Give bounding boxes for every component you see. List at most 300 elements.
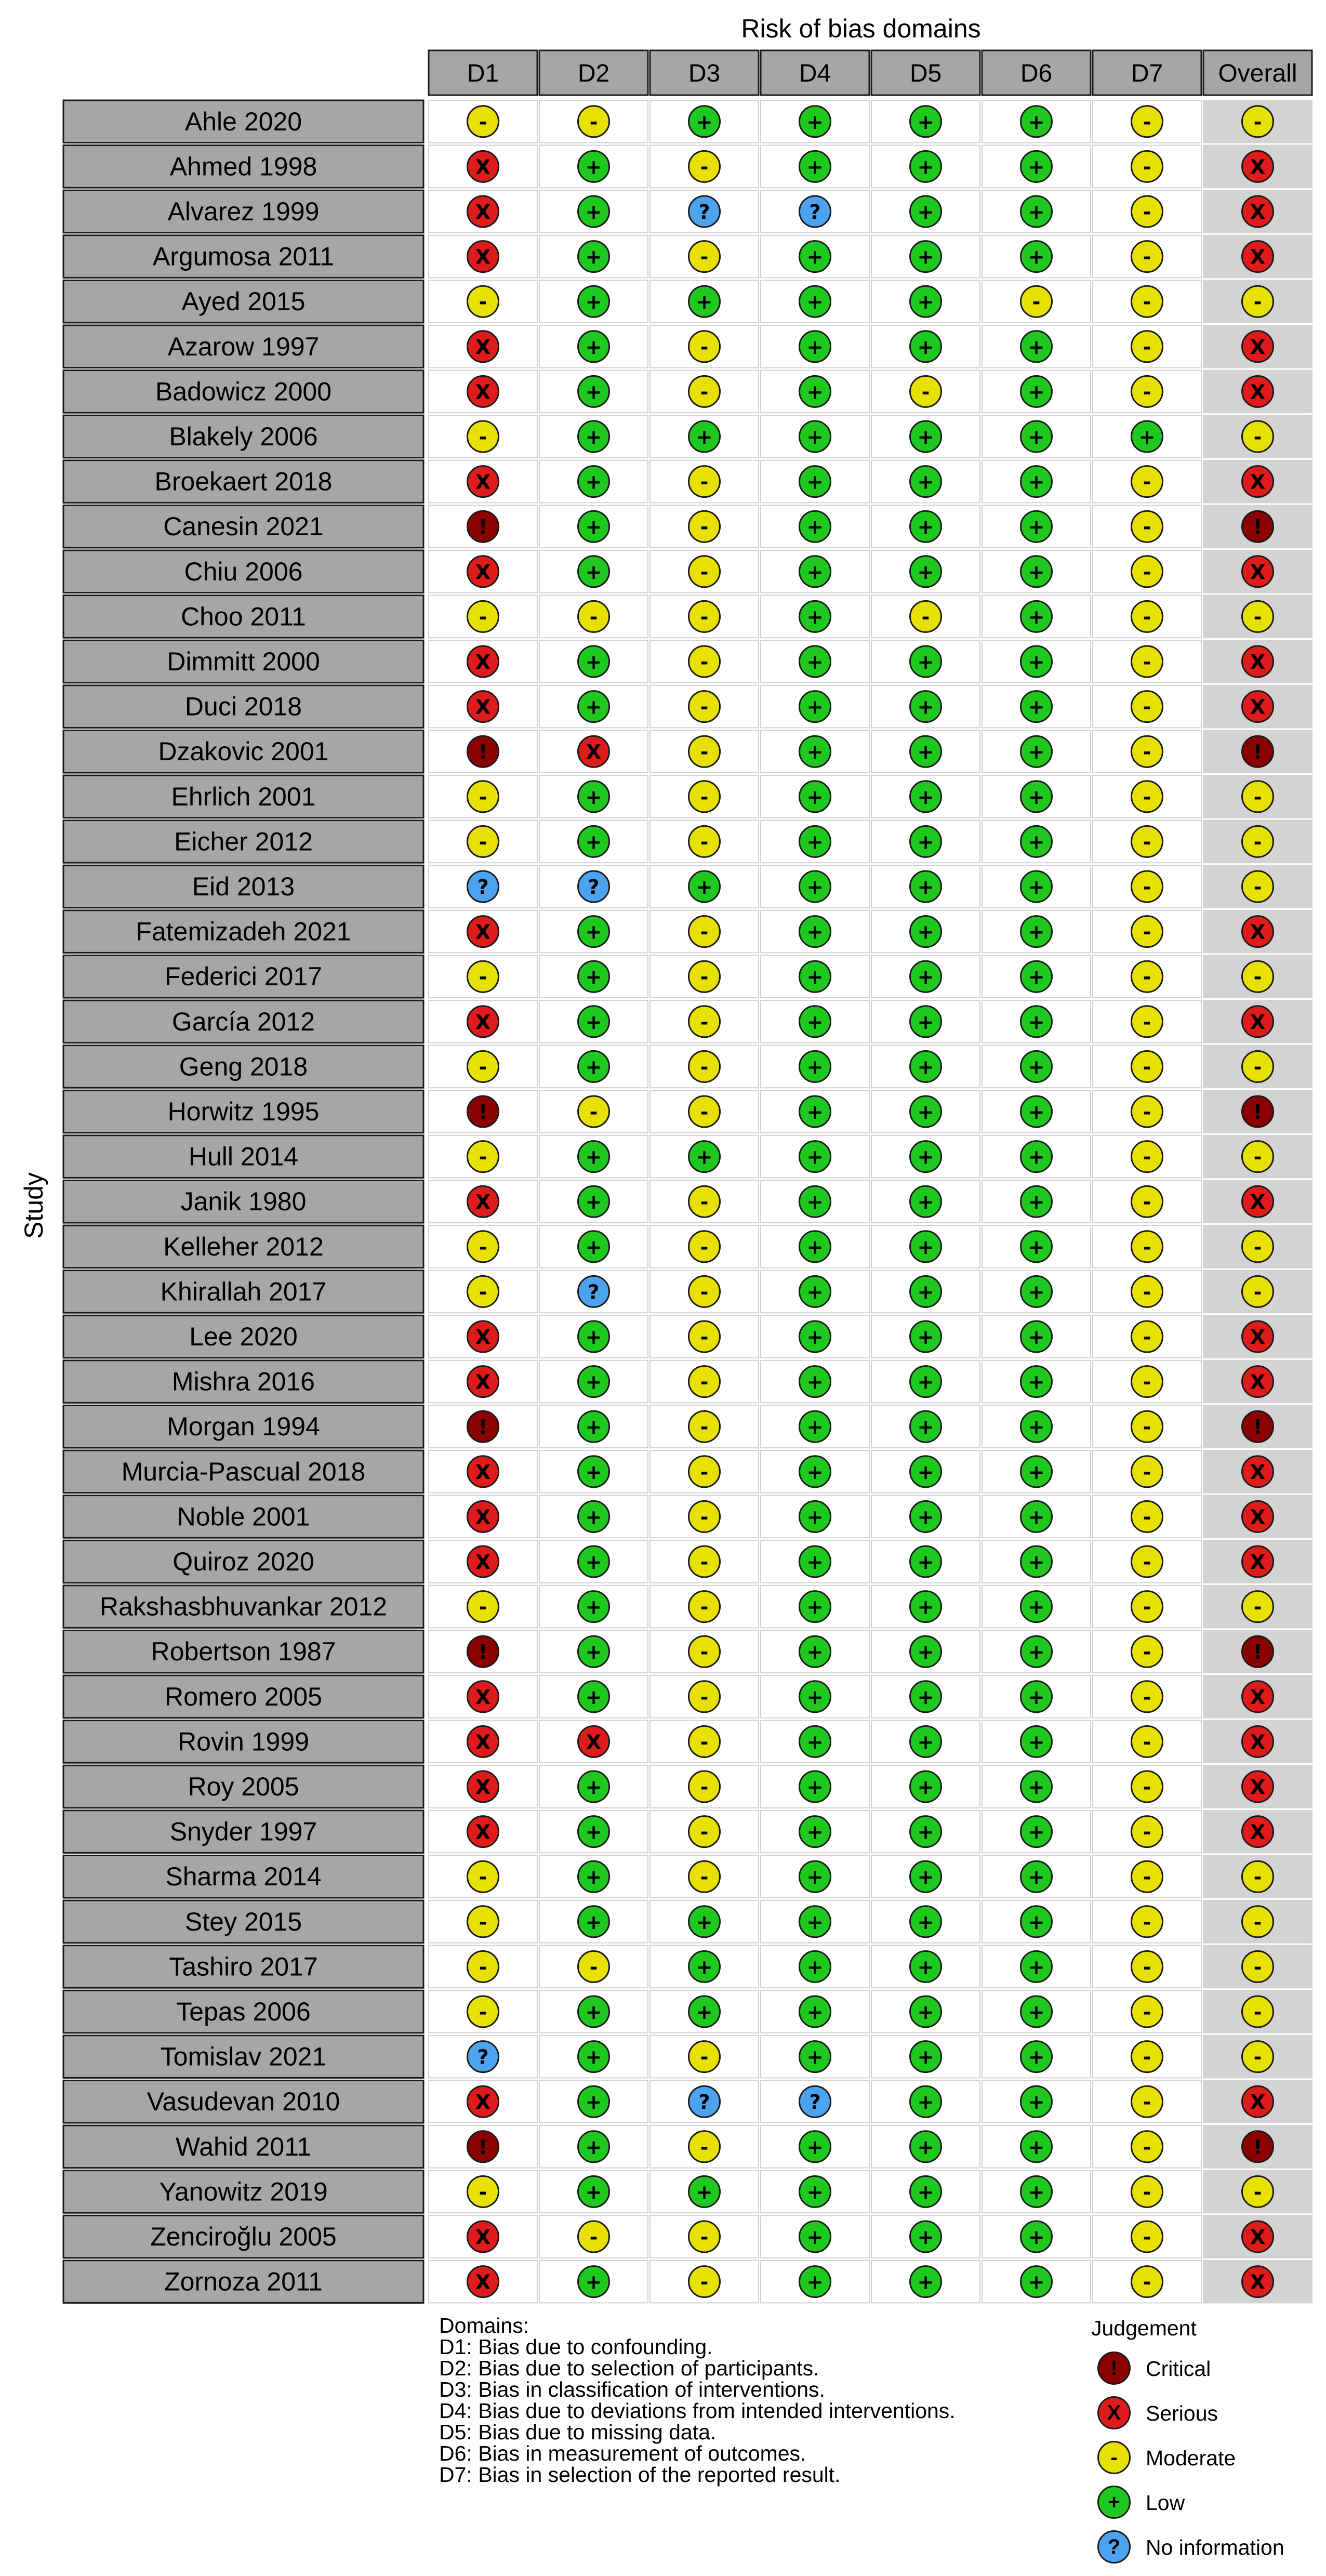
judgement-symbol: + <box>1028 695 1045 719</box>
judgement-symbol: + <box>585 1866 602 1889</box>
judgement-symbol: + <box>1028 1685 1045 1709</box>
judgement-symbol: + <box>585 516 602 539</box>
judgement-symbol: - <box>1143 1010 1151 1034</box>
judgement-symbol: - <box>700 1551 709 1574</box>
judgement-symbol: X <box>475 2091 491 2114</box>
judgement-symbol: - <box>1143 290 1151 314</box>
judgement-label-low: Low <box>1146 2491 1185 2515</box>
study-label: Khirallah 2017 <box>160 1277 327 1306</box>
judgement-symbol: - <box>479 1145 487 1169</box>
judgement-symbol: - <box>479 1910 487 1934</box>
judgement-symbol: + <box>585 1776 602 1799</box>
study-label: Chiu 2006 <box>184 557 303 586</box>
judgement-symbol: - <box>921 380 930 404</box>
judgement-symbol: + <box>1028 830 1045 854</box>
judgement-symbol: + <box>806 1460 824 1484</box>
judgement-symbol: - <box>700 785 709 809</box>
study-label: Roy 2005 <box>188 1772 299 1801</box>
study-row-azarow-1997 <box>63 325 1312 368</box>
judgement-symbol: X <box>475 245 491 269</box>
judgement-symbol: ! <box>478 1416 488 1439</box>
judgement-symbol: - <box>700 1055 709 1079</box>
judgement-symbol: - <box>700 1820 709 1844</box>
column-header-label-d7: D7 <box>1131 60 1163 87</box>
judgement-symbol: + <box>585 335 602 359</box>
judgement-symbol: + <box>806 920 824 944</box>
judgement-symbol: X <box>475 1460 491 1484</box>
judgement-symbol: + <box>917 560 934 584</box>
judgement-symbol: - <box>921 605 930 629</box>
judgement-symbol: - <box>1253 1866 1262 1889</box>
study-row-roy-2005 <box>63 1765 1312 1808</box>
judgement-symbol: - <box>1143 605 1151 629</box>
judgement-symbol: + <box>806 1776 824 1799</box>
judgement-symbol: - <box>700 1010 709 1034</box>
judgement-symbol: - <box>1253 1595 1262 1619</box>
judgement-symbol: - <box>479 1595 487 1619</box>
judgement-item-low <box>1091 2486 1197 2530</box>
judgement-symbol: + <box>806 2045 824 2069</box>
judgement-symbol: - <box>1143 1191 1151 1214</box>
judgement-symbol: - <box>1143 2045 1151 2069</box>
judgement-symbol: + <box>806 1235 824 1259</box>
y-axis-label: Study <box>19 1172 48 1239</box>
study-label: Snyder 1997 <box>169 1817 317 1846</box>
judgement-symbol: + <box>806 1326 824 1349</box>
study-row-romero-2005 <box>63 1675 1312 1718</box>
judgement-label-critical: Critical <box>1146 2357 1211 2381</box>
judgement-symbol: ? <box>588 1280 600 1304</box>
study-label: Fatemizadeh 2021 <box>136 917 351 946</box>
study-label: Tomislav 2021 <box>160 2042 327 2071</box>
judgement-symbol: + <box>1028 1820 1045 1844</box>
study-row-wahid-2011 <box>63 2125 1312 2168</box>
judgement-symbol: ! <box>478 741 488 764</box>
study-row-snyder-1997 <box>63 1811 1312 1853</box>
judgement-symbol: X <box>586 1730 602 1754</box>
judgement-symbol: + <box>585 830 602 854</box>
judgement-symbol: - <box>700 651 709 673</box>
judgement-symbol: ! <box>478 1641 488 1664</box>
study-row-stey-2015 <box>63 1900 1312 1943</box>
judgement-symbol: + <box>1028 1505 1045 1529</box>
judgement-symbol: - <box>1253 110 1262 134</box>
judgement-symbol: + <box>917 920 934 944</box>
judgement-symbol: + <box>917 1191 934 1214</box>
study-row-janik-1980 <box>63 1180 1312 1223</box>
judgement-symbol: + <box>1028 2270 1045 2294</box>
judgement-symbol: + <box>917 1776 934 1799</box>
study-label: Federici 2017 <box>165 962 322 992</box>
judgement-symbol: + <box>585 2045 602 2069</box>
judgement-symbol: X <box>1250 651 1266 673</box>
judgement-symbol: + <box>806 1595 824 1619</box>
judgement-symbol: + <box>696 426 713 448</box>
study-row-ayed-2015 <box>63 280 1312 323</box>
judgement-symbol: - <box>1143 695 1151 719</box>
study-label: Ehrlich 2001 <box>171 782 316 811</box>
judgement-symbol: - <box>1253 876 1262 899</box>
judgement-symbol: + <box>1028 1416 1045 1439</box>
judgement-symbol: + <box>1028 335 1045 359</box>
study-row-eicher-2012 <box>63 821 1312 863</box>
judgement-symbol: + <box>917 1460 934 1484</box>
judgement-symbol: + <box>917 876 934 899</box>
study-row-garc-a-2012 <box>63 1000 1312 1043</box>
judgement-symbol: X <box>1250 920 1266 944</box>
judgement-symbol: + <box>585 1326 602 1349</box>
judgement-symbol: - <box>700 1730 709 1754</box>
judgement-symbol: X <box>475 1820 491 1844</box>
judgement-symbol: - <box>1253 785 1262 809</box>
judgement-symbol: X <box>1250 1010 1266 1034</box>
judgement-symbol: ? <box>809 2091 821 2114</box>
study-row-canesin-2021 <box>63 505 1312 548</box>
judgement-symbol: - <box>1143 470 1151 494</box>
judgement-symbol: X <box>1250 1776 1266 1799</box>
judgement-symbol: - <box>1143 1776 1151 1799</box>
study-row-choo-2011 <box>63 596 1312 638</box>
judgement-symbol: + <box>585 470 602 494</box>
judgement-legend <box>1091 2315 1284 2575</box>
judgement-symbol: + <box>1028 741 1045 764</box>
judgement-symbol: + <box>917 426 934 448</box>
study-row-geng-2018 <box>63 1046 1312 1088</box>
study-label: Vasudevan 2010 <box>147 2087 340 2117</box>
judgement-symbol: + <box>585 1145 602 1169</box>
study-row-rovin-1999 <box>63 1721 1312 1763</box>
judgement-symbol: + <box>585 1460 602 1484</box>
study-label: Ahmed 1998 <box>169 152 317 181</box>
judgement-symbol: + <box>806 516 824 539</box>
judgement-symbol: X <box>475 335 491 359</box>
study-row-argumosa-2011 <box>63 235 1312 278</box>
study-label: Rakshasbhuvankar 2012 <box>99 1592 388 1621</box>
judgement-symbol: X <box>1250 201 1266 223</box>
column-header-label-d1: D1 <box>467 60 499 87</box>
judgement-symbol: + <box>917 1416 934 1439</box>
judgement-symbol: + <box>1028 516 1045 539</box>
judgement-symbol: + <box>585 1416 602 1439</box>
judgement-symbol: + <box>917 155 934 179</box>
judgement-symbol: X <box>1250 1326 1266 1349</box>
judgement-symbol: - <box>1143 1055 1151 1079</box>
judgement-symbol: + <box>1028 2226 1045 2249</box>
judgement-symbol: - <box>700 560 709 584</box>
judgement-symbol: + <box>917 651 934 673</box>
judgement-symbol: ? <box>477 2045 489 2069</box>
judgement-symbol: + <box>917 2045 934 2069</box>
judgement-symbol: - <box>700 1191 709 1214</box>
study-row-khirallah-2017 <box>63 1271 1312 1313</box>
judgement-symbol: + <box>585 651 602 673</box>
judgement-symbol: - <box>700 966 709 989</box>
judgement-symbol: + <box>917 1145 934 1169</box>
study-label: Eicher 2012 <box>174 827 313 856</box>
judgement-symbol: - <box>1143 1145 1151 1169</box>
judgement-symbol: + <box>806 785 824 809</box>
judgement-symbol: + <box>696 110 713 134</box>
study-label: Morgan 1994 <box>167 1412 320 1442</box>
judgement-symbol: + <box>585 2135 602 2159</box>
judgement-symbol: X <box>1250 1551 1266 1574</box>
judgement-symbol: + <box>917 1370 934 1394</box>
study-row-tepas-2006 <box>63 1990 1312 2033</box>
judgement-symbol: + <box>585 426 602 448</box>
judgement-symbol: + <box>1028 2091 1045 2114</box>
judgement-symbol: - <box>700 155 709 179</box>
judgement-symbol: + <box>806 1820 824 1844</box>
study-row-broekaert-2018 <box>63 460 1312 503</box>
judgement-symbol: - <box>700 2135 709 2159</box>
study-row-blakely-2006 <box>63 415 1312 458</box>
judgement-symbol: - <box>479 605 487 629</box>
judgement-symbol: X <box>1250 2270 1266 2294</box>
judgement-symbol: - <box>1143 1730 1151 1754</box>
domain-description-d1: D1: Bias due to confounding. <box>439 2335 713 2359</box>
judgement-symbol: - <box>1143 380 1151 404</box>
judgement-symbol: + <box>806 605 824 629</box>
study-label: Ayed 2015 <box>181 287 306 316</box>
judgement-symbol: - <box>1253 1055 1262 1079</box>
judgement-symbol: - <box>700 245 709 269</box>
study-label: Sharma 2014 <box>165 1862 322 1892</box>
judgement-symbol: - <box>479 966 487 989</box>
judgement-symbol: + <box>585 1595 602 1619</box>
study-label: Mishra 2016 <box>171 1367 315 1396</box>
judgement-symbol: - <box>589 605 598 629</box>
judgement-symbol: ? <box>698 2091 710 2114</box>
judgement-symbol: - <box>1143 245 1151 269</box>
study-row-badowicz-2000 <box>63 371 1312 413</box>
study-row-tomislav-2021 <box>63 2036 1312 2078</box>
judgement-symbol: + <box>1028 245 1045 269</box>
judgement-symbol: - <box>1143 2091 1151 2114</box>
judgement-symbol: + <box>806 876 824 899</box>
judgement-symbol: + <box>1028 1280 1045 1304</box>
judgement-symbol: + <box>1028 1055 1045 1079</box>
judgement-symbol: X <box>1250 1505 1266 1529</box>
judgement-symbol: - <box>1253 2181 1262 2204</box>
judgement-symbol: + <box>585 966 602 989</box>
judgement-symbol: X <box>475 695 491 719</box>
study-label: Geng 2018 <box>179 1052 308 1081</box>
judgement-symbol: + <box>1028 2001 1045 2024</box>
serious-icon: X <box>1097 2396 1131 2429</box>
judgement-symbol: - <box>700 2270 709 2294</box>
judgement-symbol: + <box>917 2181 934 2204</box>
judgement-symbol: + <box>917 830 934 854</box>
judgement-symbol: + <box>1028 1326 1045 1349</box>
study-label: Badowicz 2000 <box>155 377 332 406</box>
domains-legend-title: Domains: <box>439 2314 529 2337</box>
judgement-symbol: - <box>700 380 709 404</box>
column-header-label-d3: D3 <box>688 60 721 87</box>
judgement-symbol: ! <box>1253 1416 1263 1439</box>
judgement-symbol: + <box>585 695 602 719</box>
column-header-label-d6: D6 <box>1020 60 1053 87</box>
study-row-ehrlich-2001 <box>63 775 1312 818</box>
judgement-symbol: + <box>1028 560 1045 584</box>
judgement-symbol: X <box>1250 155 1266 179</box>
judgement-symbol: + <box>1028 876 1045 899</box>
judgement-symbol: + <box>806 695 824 719</box>
judgement-symbol: - <box>700 516 709 539</box>
chart-title: Risk of bias domains <box>741 14 981 43</box>
judgement-symbol: + <box>585 785 602 809</box>
judgement-symbol: - <box>700 2045 709 2069</box>
judgement-symbol: + <box>806 1866 824 1889</box>
judgement-symbol: + <box>696 1956 713 1979</box>
judgement-symbol: + <box>806 110 824 134</box>
judgement-symbol: - <box>479 2001 487 2024</box>
judgement-symbol: + <box>917 1280 934 1304</box>
judgement-symbol: + <box>917 785 934 809</box>
judgement-symbol: - <box>479 1235 487 1259</box>
judgement-symbol: - <box>1253 1145 1262 1169</box>
judgement-symbol: X <box>475 1191 491 1214</box>
judgement-symbol: + <box>806 1010 824 1034</box>
study-label: Wahid 2011 <box>175 2132 312 2161</box>
judgement-symbol: X <box>475 560 491 584</box>
judgement-symbol: + <box>806 1641 824 1664</box>
judgement-symbol: + <box>585 1235 602 1259</box>
judgement-symbol: + <box>917 966 934 989</box>
judgement-symbol: + <box>585 560 602 584</box>
judgement-symbol: + <box>806 560 824 584</box>
column-header-label-overall: Overall <box>1218 60 1297 87</box>
judgement-symbol: ? <box>809 201 821 223</box>
judgement-symbol: X <box>1250 695 1266 719</box>
judgement-symbol: + <box>585 1641 602 1664</box>
judgement-symbol: - <box>1143 1460 1151 1484</box>
study-row-tashiro-2017 <box>63 1946 1312 1988</box>
judgement-symbol: + <box>806 1191 824 1214</box>
judgement-symbol: ? <box>477 876 489 899</box>
judgement-symbol: + <box>917 1866 934 1889</box>
study-row-rakshasbhuvankar-2012 <box>63 1586 1312 1628</box>
study-label: Broekaert 2018 <box>154 467 333 496</box>
judgement-symbol: + <box>585 2001 602 2024</box>
judgement-symbol: - <box>700 1370 709 1394</box>
judgement-symbol: + <box>585 155 602 179</box>
judgement-symbol: X <box>1250 470 1266 494</box>
study-row-robertson-1987 <box>63 1630 1312 1673</box>
judgement-symbol: X <box>586 741 602 764</box>
judgement-symbol: - <box>1143 830 1151 854</box>
judgement-symbol: + <box>585 290 602 314</box>
judgement-symbol: + <box>917 1910 934 1934</box>
judgement-symbol: + <box>1028 1370 1045 1394</box>
judgement-symbol: + <box>585 1685 602 1709</box>
judgement-symbol: + <box>1028 1551 1045 1574</box>
judgement-symbol: + <box>917 2270 934 2294</box>
judgement-symbol: + <box>1028 470 1045 494</box>
judgement-symbol: - <box>1143 1235 1151 1259</box>
judgement-symbol: - <box>700 741 709 764</box>
judgement-symbol: - <box>479 1280 487 1304</box>
judgement-symbol: X <box>1250 1730 1266 1754</box>
study-label: Hull 2014 <box>188 1142 299 1171</box>
judgement-symbol: + <box>806 1416 824 1439</box>
study-row-sharma-2014 <box>63 1855 1312 1898</box>
judgement-symbol: + <box>696 2181 713 2204</box>
study-label: Yanowitz 2019 <box>159 2177 328 2207</box>
judgement-symbol: + <box>917 335 934 359</box>
judgement-symbol: - <box>479 290 487 314</box>
study-label: Zenciroğlu 2005 <box>150 2222 337 2251</box>
judgement-symbol: - <box>700 1641 709 1664</box>
study-label: García 2012 <box>171 1007 315 1036</box>
judgement-symbol: + <box>917 2001 934 2024</box>
judgement-symbol: X <box>475 1551 491 1574</box>
judgement-symbol: X <box>475 920 491 944</box>
low-icon: + <box>1097 2486 1131 2519</box>
judgement-symbol: ! <box>1253 1101 1263 1124</box>
judgement-symbol: - <box>589 1956 598 1979</box>
judgement-symbol: + <box>917 1505 934 1529</box>
judgement-symbol: - <box>700 605 709 629</box>
judgement-symbol: - <box>1143 560 1151 584</box>
judgement-symbol: - <box>479 1866 487 1889</box>
study-label: Murcia-Pascual 2018 <box>121 1457 366 1486</box>
judgement-symbol: + <box>917 1730 934 1754</box>
judgement-symbol: - <box>1253 426 1262 448</box>
judgement-symbol: - <box>1253 1280 1262 1304</box>
judgement-symbol: + <box>917 290 934 314</box>
judgement-symbol: + <box>806 1370 824 1394</box>
study-row-ahmed-1998 <box>63 146 1312 188</box>
study-label: Stey 2015 <box>184 1907 302 1936</box>
judgement-symbol: + <box>917 1235 934 1259</box>
judgement-symbol: - <box>1143 1505 1151 1529</box>
study-label: Horwitz 1995 <box>167 1097 320 1126</box>
judgement-symbol: ! <box>478 516 488 539</box>
judgement-symbol: - <box>1143 2270 1151 2294</box>
judgement-item-no-information <box>1091 2530 1284 2575</box>
judgement-symbol: - <box>1143 335 1151 359</box>
judgement-symbol: + <box>917 741 934 764</box>
judgement-symbol: + <box>806 2001 824 2024</box>
domain-description-d6: D6: Bias in measurement of outcomes. <box>439 2441 806 2465</box>
judgement-symbol: - <box>479 2181 487 2204</box>
judgement-symbol: + <box>1028 2045 1045 2069</box>
judgement-symbol: + <box>917 201 934 223</box>
study-label: Rovin 1999 <box>178 1727 309 1756</box>
judgement-symbol: + <box>585 2181 602 2204</box>
judgement-symbol: + <box>806 651 824 673</box>
judgement-symbol: X <box>1250 335 1266 359</box>
study-row-lee-2020 <box>63 1315 1312 1358</box>
judgement-symbol: + <box>585 1191 602 1214</box>
judgement-symbol: - <box>1253 966 1262 989</box>
judgement-item-moderate <box>1091 2441 1236 2486</box>
judgement-symbol: X <box>1250 380 1266 404</box>
judgement-symbol: - <box>700 1776 709 1799</box>
judgement-symbol: + <box>1028 651 1045 673</box>
judgement-symbol: + <box>696 1145 713 1169</box>
judgement-symbol: + <box>806 1145 824 1169</box>
judgement-symbol: X <box>475 1370 491 1394</box>
judgement-symbol: + <box>917 1820 934 1844</box>
judgement-symbol: + <box>585 1910 602 1934</box>
judgement-symbol: + <box>1028 1641 1045 1664</box>
judgement-symbol: - <box>589 2226 598 2249</box>
judgement-symbol: + <box>806 1730 824 1754</box>
study-label: Tashiro 2017 <box>169 1952 318 1981</box>
judgement-symbol: - <box>1143 2135 1151 2159</box>
judgement-symbol: - <box>1143 201 1151 223</box>
